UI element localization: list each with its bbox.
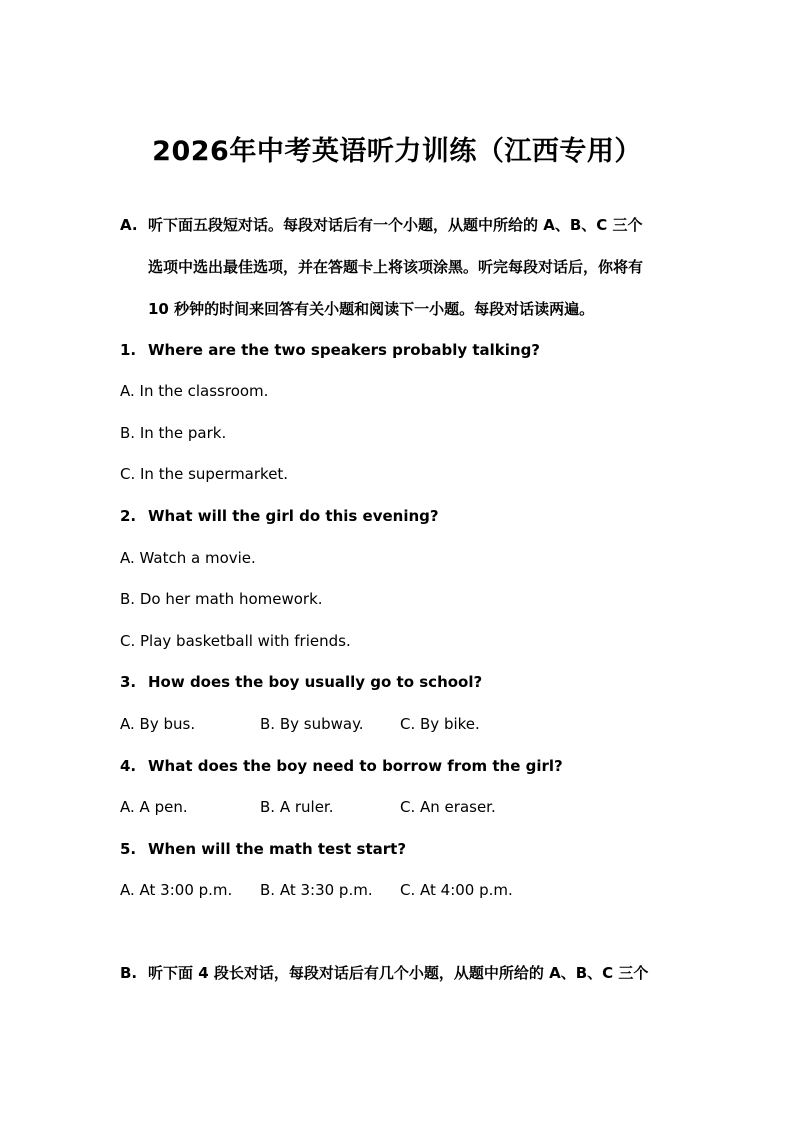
option-2b: B. Do her math homework. [120,590,323,608]
section-a-letter: A. [120,216,138,234]
question-2 [120,504,439,528]
question-5 [120,837,406,861]
option-4b: B. A ruler. [260,798,334,816]
option-2a: A. Watch a movie. [120,549,256,567]
section-a-text [148,204,680,330]
option-1b: B. In the park. [120,424,227,442]
question-text: How does the boy usually go to school? [148,673,483,691]
question-text: Where are the two speakers probably talking? [148,341,541,359]
question-3 [120,670,482,694]
option-5c: C. At 4:00 p.m. [400,881,513,899]
option-4a: A. A pen. [120,798,188,816]
question-text: What will the girl do this evening? [148,507,439,525]
question-1 [120,338,540,362]
option-5b: B. At 3:30 p.m. [260,881,373,899]
option-1c: C. In the supermarket. [120,465,289,483]
section-b-letter: B. [120,964,138,982]
question-text: What does the boy need to borrow from the girl? [148,757,563,775]
option-5a: A. At 3:00 p.m. [120,881,233,899]
section-a-line-1: 听下面五段短对话。每段对话后有一个小题，从题中所给的 A、B、C 三个 [148,216,643,234]
question-number: 2. [120,507,137,525]
question-number: 1. [120,341,137,359]
option-1a: A. In the classroom. [120,382,269,400]
question-text: When will the math test start? [148,840,407,858]
section-b-text [148,952,680,994]
page-title: 2026年中考英语听力训练（江西专用） [152,136,642,167]
question-number: 4. [120,757,137,775]
option-2c: C. Play basketball with friends. [120,632,351,650]
question-number: 5. [120,840,137,858]
option-3a: A. By bus. [120,715,196,733]
option-4c: C. An eraser. [400,798,496,816]
option-3c: C. By bike. [400,715,480,733]
section-a-line-3: 10 秒钟的时间来回答有关小题和阅读下一小题。每段对话读两遍。 [148,300,595,318]
question-4 [120,754,563,778]
section-a-line-2: 选项中选出最佳选项，并在答题卡上将该项涂黑。听完每段对话后，你将有 [148,258,644,276]
section-b-line-1: 听下面 4 段长对话，每段对话后有几个小题，从题中所给的 A、B、C 三个 [148,964,649,982]
option-3b: B. By subway. [260,715,364,733]
question-number: 3. [120,673,137,691]
